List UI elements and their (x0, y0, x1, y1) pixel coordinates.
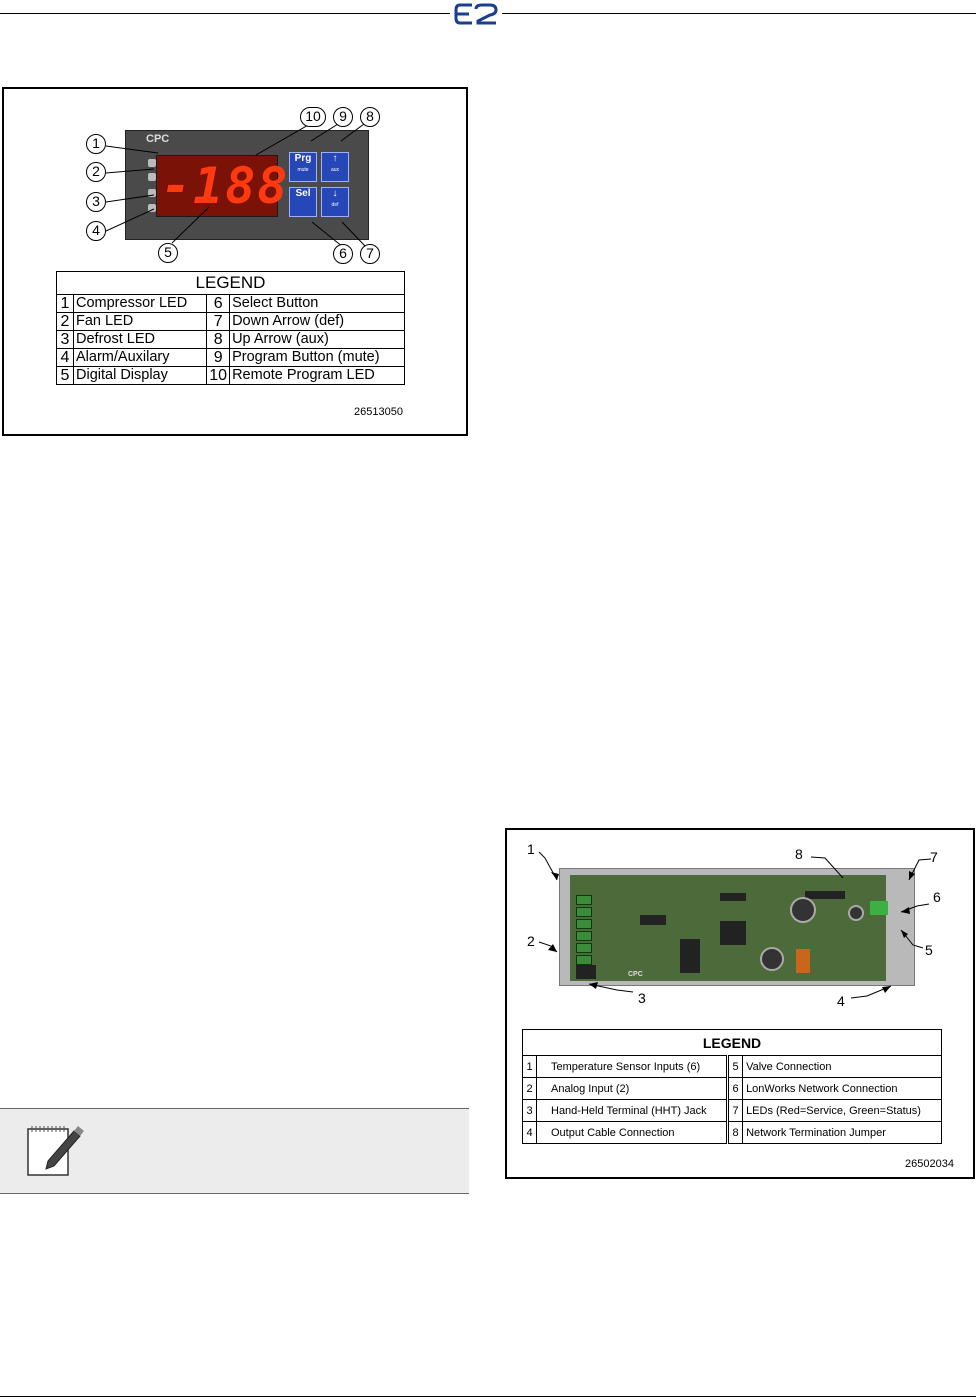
legend-row (57, 331, 405, 349)
legend-num: 3 (57, 331, 74, 349)
legend-text: Digital Display (74, 367, 207, 385)
callout-7: 7 (360, 244, 380, 264)
legend-num: 5 (57, 367, 74, 385)
legend-text: LEDs (Red=Service, Green=Status) (743, 1100, 942, 1122)
callout-9: 9 (333, 107, 353, 127)
legend-text: Hand-Held Terminal (HHT) Jack (537, 1100, 728, 1122)
callout-3: 3 (86, 192, 106, 212)
note-box (0, 1108, 469, 1194)
legend-num: 5 (728, 1056, 743, 1078)
up-arrow-sub: aux (330, 167, 340, 173)
legend-text: Temperature Sensor Inputs (6) (537, 1056, 728, 1078)
legend-row (57, 313, 405, 331)
program-button-label: Prg (294, 153, 312, 164)
legend-text: Down Arrow (def) (230, 313, 405, 331)
callout-6: 6 (333, 244, 353, 264)
legend-num: 2 (523, 1078, 537, 1100)
legend-num: 7 (728, 1100, 743, 1122)
legend-title: LEGEND (57, 272, 405, 295)
legend-text: Fan LED (74, 313, 207, 331)
legend-title: LEGEND (523, 1030, 942, 1056)
legend-num: 7 (207, 313, 230, 331)
figure-id: 26502034 (905, 1158, 954, 1170)
legend-text: Defrost LED (74, 331, 207, 349)
legend-text: Network Termination Jumper (743, 1122, 942, 1144)
header-rule-left (0, 13, 450, 14)
legend-row (523, 1100, 942, 1122)
display-readout: -188 (161, 157, 290, 215)
figure-controller-front-panel (2, 87, 468, 436)
legend-num: 6 (728, 1078, 743, 1100)
callout-5: 5 (158, 243, 178, 263)
legend-row (523, 1122, 942, 1144)
legend-num: 1 (57, 295, 74, 313)
legend-row (523, 1078, 942, 1100)
legend-text: Up Arrow (aux) (230, 331, 405, 349)
legend-text: Select Button (230, 295, 405, 313)
legend-num: 2 (57, 313, 74, 331)
callout-1: 1 (527, 841, 535, 857)
callout-6: 6 (933, 889, 941, 905)
e2-logo (452, 0, 500, 28)
legend-num: 4 (57, 349, 74, 367)
callout-8: 8 (360, 107, 380, 127)
legend-text: Valve Connection (743, 1056, 942, 1078)
callout-leader-lines (4, 89, 470, 438)
legend-row (57, 367, 405, 385)
callout-2: 2 (86, 162, 106, 182)
program-button-sub: mute (297, 167, 309, 173)
notepad-pencil-icon (26, 1123, 72, 1177)
callout-4: 4 (86, 221, 106, 241)
callout-3: 3 (638, 990, 646, 1006)
figure1-legend (56, 271, 405, 385)
callout-4: 4 (837, 993, 845, 1009)
figure2-legend (522, 1029, 942, 1144)
legend-num: 3 (523, 1100, 537, 1122)
up-arrow-icon: ↑ (332, 153, 338, 164)
legend-num: 8 (728, 1122, 743, 1144)
callout-7: 7 (930, 849, 938, 865)
select-button-label: Sel (295, 188, 311, 199)
board-brand: CPC (628, 971, 643, 978)
legend-row (57, 295, 405, 313)
legend-text: LonWorks Network Connection (743, 1078, 942, 1100)
down-arrow-sub: def (331, 202, 339, 208)
legend-num: 1 (523, 1056, 537, 1078)
legend-num: 4 (523, 1122, 537, 1144)
legend-row (523, 1056, 942, 1078)
callout-1: 1 (86, 134, 106, 154)
legend-text: Analog Input (2) (537, 1078, 728, 1100)
callout-10: 10 (300, 107, 326, 127)
legend-text: Alarm/Auxilary (74, 349, 207, 367)
down-arrow-icon: ↓ (332, 188, 338, 199)
callout-5: 5 (925, 942, 933, 958)
callout-8: 8 (795, 846, 803, 862)
callout-2: 2 (527, 933, 535, 949)
figure-valve-controller-board (505, 828, 975, 1179)
legend-text: Output Cable Connection (537, 1122, 728, 1144)
legend-num: 8 (207, 331, 230, 349)
legend-text: Remote Program LED (230, 367, 405, 385)
legend-num: 10 (207, 367, 230, 385)
legend-num: 9 (207, 349, 230, 367)
legend-text: Program Button (mute) (230, 349, 405, 367)
device-brand: CPC (146, 133, 170, 145)
footer-rule (0, 1396, 976, 1397)
figure-id: 26513050 (354, 406, 403, 418)
legend-num: 6 (207, 295, 230, 313)
header-rule-right (502, 13, 976, 14)
legend-row (57, 349, 405, 367)
legend-text: Compressor LED (74, 295, 207, 313)
